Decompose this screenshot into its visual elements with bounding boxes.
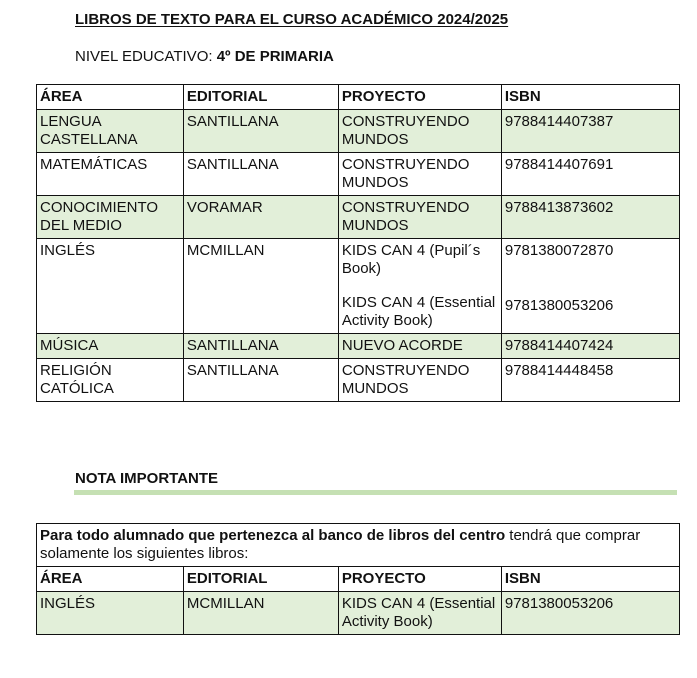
table-row (37, 110, 680, 153)
table-header-row (37, 567, 680, 592)
cell-editorial: VORAMAR (183, 196, 338, 239)
table-row (37, 239, 680, 334)
note-divider (74, 490, 677, 495)
cell-isbn: 9788414448458 (501, 359, 679, 402)
note-intro-bold: Para todo alumnado que pertenezca al banco de libros del centro (40, 527, 506, 544)
cell-editorial: SANTILLANA (183, 359, 338, 402)
note-title: NOTA IMPORTANTE (75, 470, 219, 487)
table-header-row (37, 85, 680, 110)
cell-area: INGLÉS (37, 592, 184, 635)
cell-isbn (501, 239, 679, 334)
proyecto-activity-book: KIDS CAN 4 (Essential Activity Book) (341, 294, 496, 329)
header-area: ÁREA (37, 85, 184, 110)
header-proyecto: PROYECTO (338, 567, 501, 592)
isbn-pupils-book: 9781380072870 (504, 242, 614, 259)
isbn-activity-book: 9781380053206 (504, 297, 614, 314)
note-intro (37, 524, 680, 567)
cell-area: LENGUA CASTELLANA (37, 110, 184, 153)
cell-isbn: 9788413873602 (501, 196, 679, 239)
cell-proyecto: KIDS CAN 4 (Essential Activity Book) (338, 592, 501, 635)
cell-isbn: 9788414407424 (501, 334, 679, 359)
proyecto-pupils-book: KIDS CAN 4 (Pupil´s Book) (341, 242, 481, 277)
table-row (37, 592, 680, 635)
header-isbn: ISBN (501, 85, 679, 110)
cell-editorial: SANTILLANA (183, 153, 338, 196)
header-area: ÁREA (37, 567, 184, 592)
cell-area: CONOCIMIENTO DEL MEDIO (37, 196, 184, 239)
cell-isbn: 9781380053206 (501, 592, 679, 635)
cell-proyecto: CONSTRUYENDO MUNDOS (338, 110, 501, 153)
cell-area: INGLÉS (37, 239, 184, 334)
table-row (37, 153, 680, 196)
cell-editorial: SANTILLANA (183, 110, 338, 153)
education-level (75, 48, 334, 65)
document-title: LIBROS DE TEXTO PARA EL CURSO ACADÉMICO 2024/2025 (75, 11, 509, 28)
header-editorial: EDITORIAL (183, 85, 338, 110)
education-level-label: NIVEL EDUCATIVO: (75, 48, 213, 65)
textbooks-table (36, 84, 680, 402)
cell-proyecto (338, 239, 501, 334)
table-row (37, 359, 680, 402)
cell-proyecto: NUEVO ACORDE (338, 334, 501, 359)
header-proyecto: PROYECTO (338, 85, 501, 110)
cell-area: MATEMÁTICAS (37, 153, 184, 196)
cell-isbn: 9788414407691 (501, 153, 679, 196)
header-isbn: ISBN (501, 567, 679, 592)
education-level-value: 4º DE PRIMARIA (216, 48, 334, 65)
note-intro-rest: tendrá que comprar solamente los siguientes libros: (40, 527, 641, 562)
table-row (37, 334, 680, 359)
cell-isbn: 9788414407387 (501, 110, 679, 153)
book-bank-table (36, 523, 680, 635)
header-editorial: EDITORIAL (183, 567, 338, 592)
cell-proyecto: CONSTRUYENDO MUNDOS (338, 359, 501, 402)
cell-editorial: SANTILLANA (183, 334, 338, 359)
table-row (37, 196, 680, 239)
cell-proyecto: CONSTRUYENDO MUNDOS (338, 153, 501, 196)
cell-area: RELIGIÓN CATÓLICA (37, 359, 184, 402)
cell-editorial: MCMILLAN (183, 592, 338, 635)
cell-editorial: MCMILLAN (183, 239, 338, 334)
cell-area: MÚSICA (37, 334, 184, 359)
note-intro-row (37, 524, 680, 567)
cell-proyecto: CONSTRUYENDO MUNDOS (338, 196, 501, 239)
